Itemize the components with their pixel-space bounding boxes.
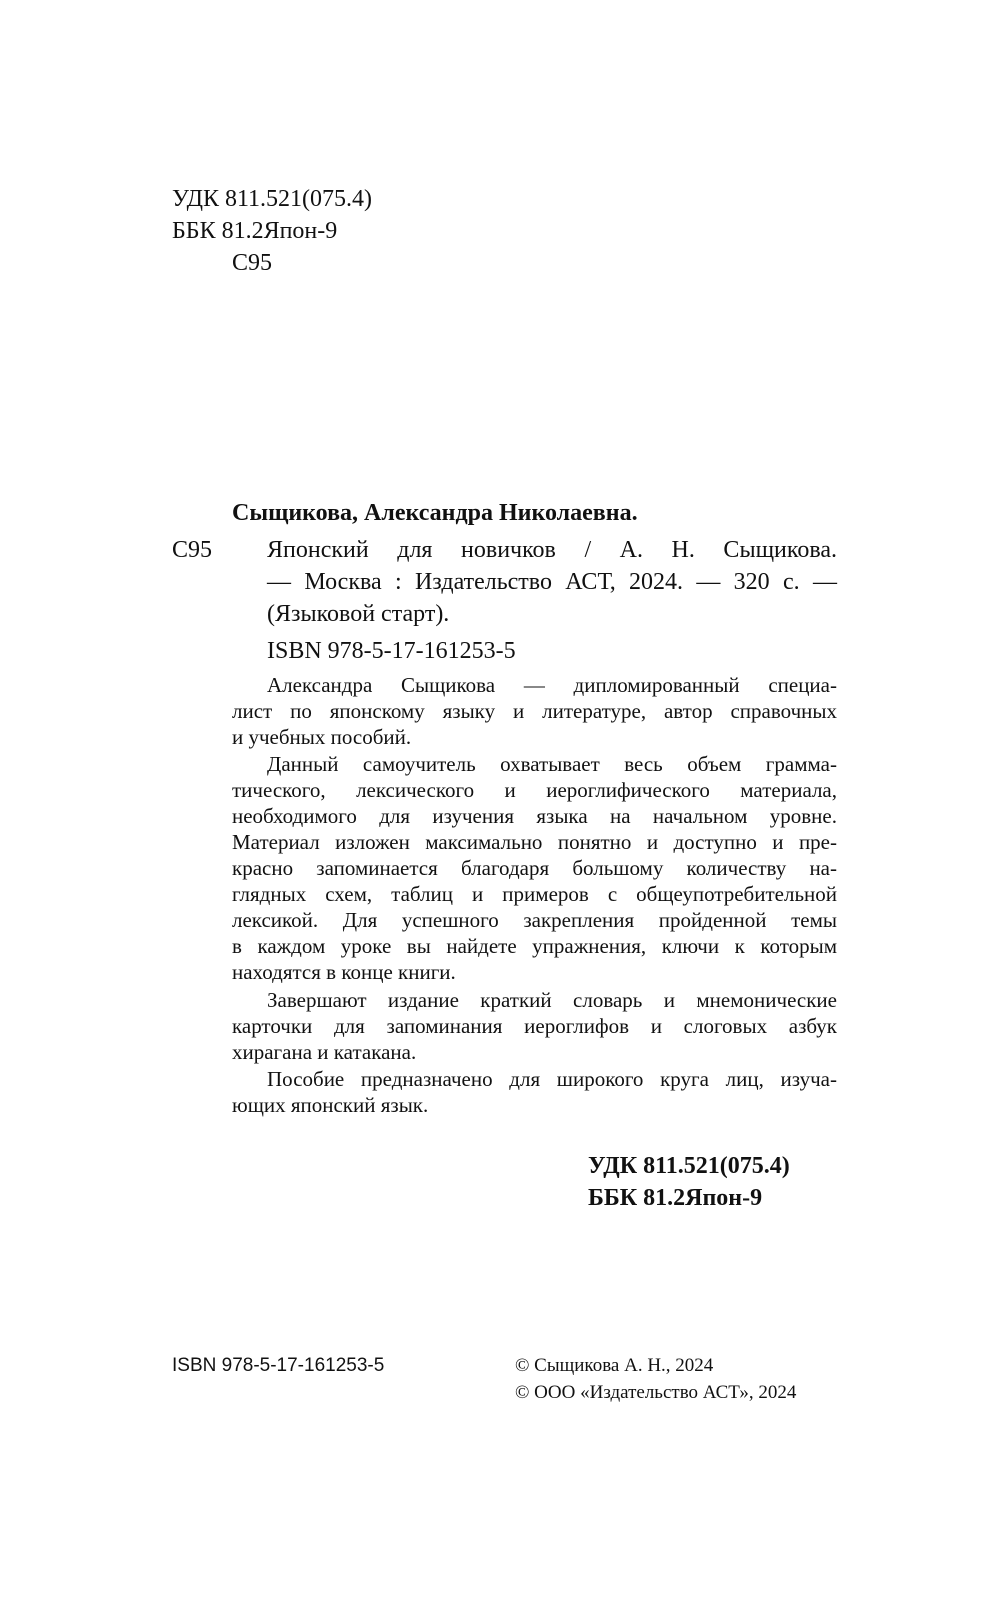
- annotation-line: глядных схем, таблиц и примеров с общеупотребительной: [232, 882, 837, 906]
- annotation-line: и учебных пособий.: [232, 725, 412, 749]
- annotation-line: хирагана и катакана.: [232, 1040, 417, 1064]
- bottom-bbk: ББК 81.2Япон-9: [588, 1185, 763, 1211]
- record-title-line: Японский для новичков / А. Н. Сыщикова.: [267, 537, 837, 563]
- footer-copyright-author: © Сыщикова А. Н., 2024: [515, 1355, 714, 1376]
- annotation-line: карточки для запоминания иероглифов и слоговых азбук: [232, 1014, 837, 1038]
- record-isbn: ISBN 978-5-17-161253-5: [267, 638, 516, 664]
- annotation-line: ющих японский язык.: [232, 1093, 429, 1117]
- annotation-line: лист по японскому языку и литературе, автор справочных: [232, 699, 837, 723]
- annotation-line: Материал изложен максимально понятно и доступно и пре-: [232, 830, 837, 854]
- footer-copyright-publisher: © ООО «Издательство АСТ», 2024: [515, 1382, 797, 1403]
- annotation-line: Пособие предназначено для широкого круга лиц, изуча-: [267, 1067, 837, 1091]
- annotation-line: Данный самоучитель охватывает весь объем грамма-: [267, 752, 837, 776]
- annotation-line: в каждом уроке вы найдете упражнения, ключи к которым: [232, 934, 837, 958]
- record-series: (Языковой старт).: [267, 601, 450, 627]
- top-udk: УДК 811.521(075.4): [172, 186, 373, 212]
- annotation-line: необходимого для изучения языка на начальном уровне.: [232, 804, 837, 828]
- annotation-line: лексикой. Для успешного закрепления пройденной темы: [232, 908, 837, 932]
- annotation-line: красно запоминается благодаря большому количеству на-: [232, 856, 837, 880]
- author-heading: Сыщикова, Александра Николаевна.: [232, 500, 638, 526]
- record-author-mark: С95: [172, 537, 213, 563]
- annotation-line: находятся в конце книги.: [232, 960, 456, 984]
- annotation-line: Завершают издание краткий словарь и мнемонические: [267, 988, 837, 1012]
- top-author-mark: С95: [232, 250, 273, 276]
- annotation-line: тического, лексического и иероглифического материала,: [232, 778, 837, 802]
- top-bbk: ББК 81.2Япон-9: [172, 218, 338, 244]
- footer-isbn: ISBN 978-5-17-161253-5: [172, 1355, 385, 1376]
- bottom-udk: УДК 811.521(075.4): [588, 1153, 790, 1179]
- record-title-line: — Москва : Издательство АСТ, 2024. — 320 с. —: [267, 569, 837, 595]
- annotation-line: Александра Сыщикова — дипломированный специа-: [267, 673, 837, 697]
